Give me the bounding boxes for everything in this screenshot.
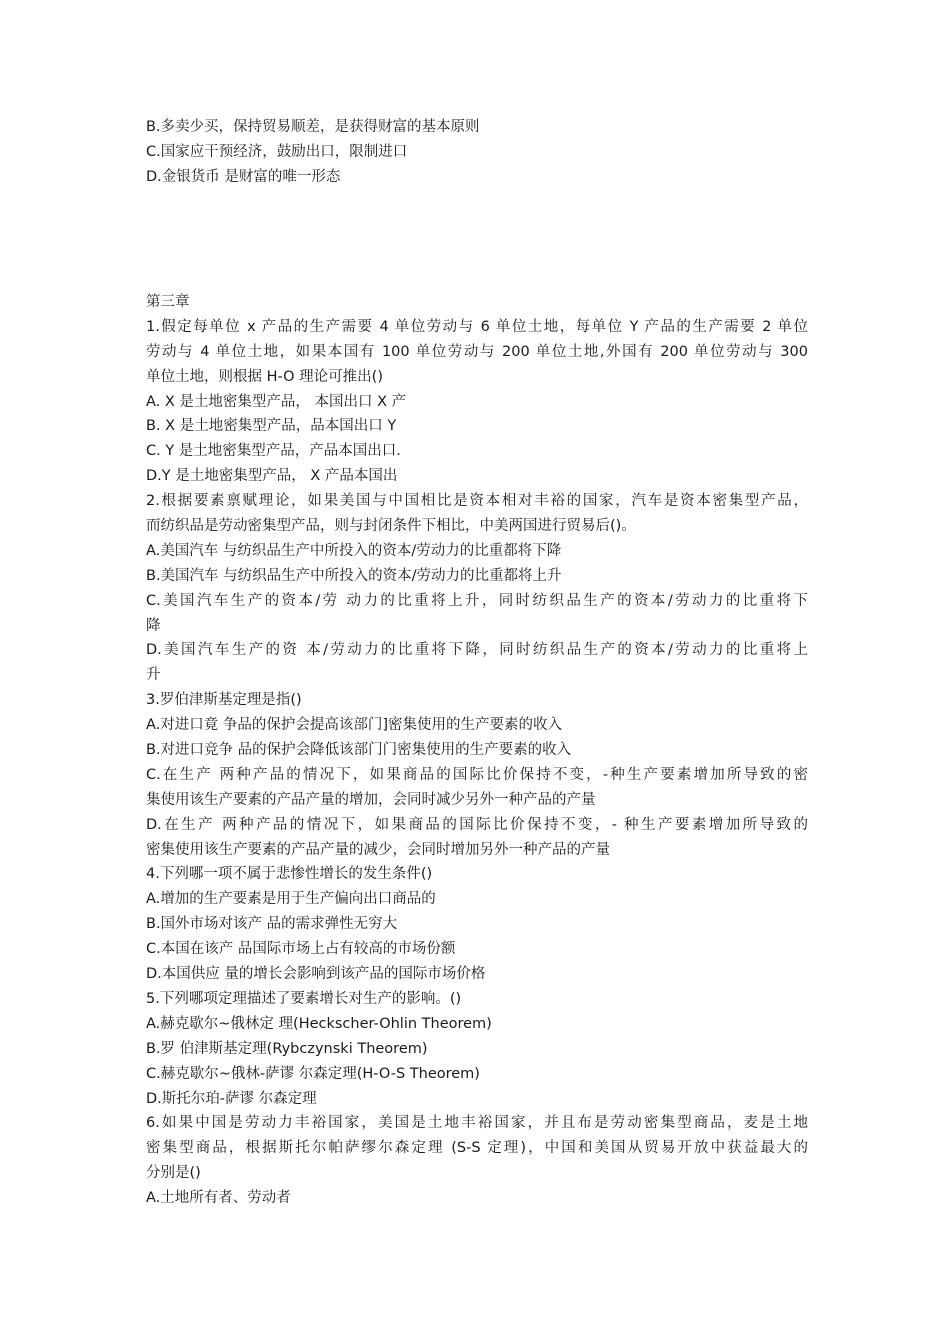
question-stem-line: 分别是() [146,1165,201,1182]
question-stem-line: 1.假定每单位 x 产品的生产需要 4 单位劳动与 6 单位土地，每单位 Y 产品的生产需要 2 单位 [146,318,808,335]
option-d: D.本国供应 量的增长会影响到该产品的国际市场价格 [146,966,486,983]
question-stem-line: 单位土地，则根据 H-O 理论可推出() [146,368,383,385]
option-a: A. X 是土地密集型产品， 本国出口 X 产 [146,393,407,410]
option-b: B.对进口竞争 品的保护会降低该部门门密集使用的生产要素的收入 [146,742,572,759]
option-line: C.国家应干预经济，鼓励出口，限制进口 [146,143,408,160]
question-stem-line: 6.如果中国是劳动力丰裕国家，美国是土地丰裕国家，并且布是劳动密集型商品，麦是土地 [146,1115,808,1132]
option-b: B.罗 伯津斯基定理(Rybczynski Theorem) [146,1040,428,1057]
option-b: B. X 是土地密集型产品，品本国出口 Y [146,418,397,435]
option-d-continued: 升 [146,667,161,684]
option-d: D.Y 是土地密集型产品， X 产品本国出 [146,468,398,485]
chapter-three-section [146,290,808,1211]
question-stem-line: 2.根据要素禀赋理论，如果美国与中国相比是资本相对丰裕的国家，汽车是资本密集型产品， [146,493,808,510]
option-line: D.金银货币 是财富的唯一形态 [146,168,341,185]
option-c: C.本国在该产 品国际市场上占有较高的市场份额 [146,941,456,958]
question-5 [146,987,808,1111]
option-d: D.在生产 两种产品的情况下，如果商品的国际比价保持不变，- 种生产要素增加所导致的 [146,816,808,833]
option-b: B.美国汽车 与纺织品生产中所投入的资本/劳动力的比重都将上升 [146,567,562,584]
question-4 [146,862,808,986]
option-c: C.赫克歇尔~俄林-萨谬 尔森定理(H-O-S Theorem) [146,1065,480,1082]
option-c: C.美国汽车生产的资本/劳 动力的比重将上升，同时纺织品生产的资本/劳动力的比重将下 [146,592,808,609]
previous-question-options [146,115,808,190]
option-a: A.赫克歇尔~俄林定 理(Heckscher-Ohlin Theorem) [146,1015,492,1032]
option-d: D.美国汽车生产的资 本/劳动力的比重将下降，同时纺织品生产的资本/劳动力的比重将上 [146,642,808,659]
question-stem-line: 4.下列哪一项不属于悲惨性增长的发生条件() [146,866,433,883]
question-1 [146,315,808,489]
option-line: B.多卖少买，保持贸易顺差，是获得财富的基本原则 [146,119,480,135]
option-d: D.斯托尔珀-萨谬 尔森定理 [146,1090,317,1107]
option-c: C.在生产 两种产品的情况下，如果商品的国际比价保持不变，-种生产要素增加所导致的密 [146,766,808,783]
option-c: C. Y 是土地密集型产品，产品本国出口. [146,443,401,460]
option-a: A.对进口竟 争品的保护会提高该部门]密集使用的生产要素的收入 [146,717,563,734]
question-stem-line: 劳动与 4 单位土地，如果本国有 100 单位劳动与 200 单位土地,外国有 200 单位劳动与 300 [146,343,808,360]
question-stem-line: 而纺织品是劳动密集型产品，则与封闭条件下相比，中美两国进行贸易后()。 [146,518,636,535]
question-stem-line: 密集型商品，根据斯托尔帕萨缪尔森定理 (S-S 定理)，中国和美国从贸易开放中获益最大的 [146,1140,808,1157]
question-stem-line: 5.下列哪项定理描述了要素增长对生产的影响。() [146,990,462,1007]
option-c-continued: 集使用该生产要素的产品产量的增加，会同时减少另外一种产品的产量 [146,791,596,808]
option-a: A.土地所有者、劳动者 [146,1190,291,1207]
chapter-title: 第三章 [146,294,190,310]
question-3 [146,688,808,862]
option-d-continued: 密集使用该生产要素的产品产量的减少，会同时增加另外一种产品的产量 [146,841,610,858]
option-a: A.增加的生产要素是用于生产偏向出口商品的 [146,891,436,908]
question-stem-line: 3.罗伯津斯基定理是指() [146,692,302,709]
option-a: A.美国汽车 与纺织品生产中所投入的资本/劳动力的比重都将下降 [146,542,562,559]
question-2 [146,489,808,688]
question-6 [146,1111,808,1211]
option-c-continued: 降 [146,617,161,634]
option-b: B.国外市场对该产 品的需求弹性无穷大 [146,916,398,933]
